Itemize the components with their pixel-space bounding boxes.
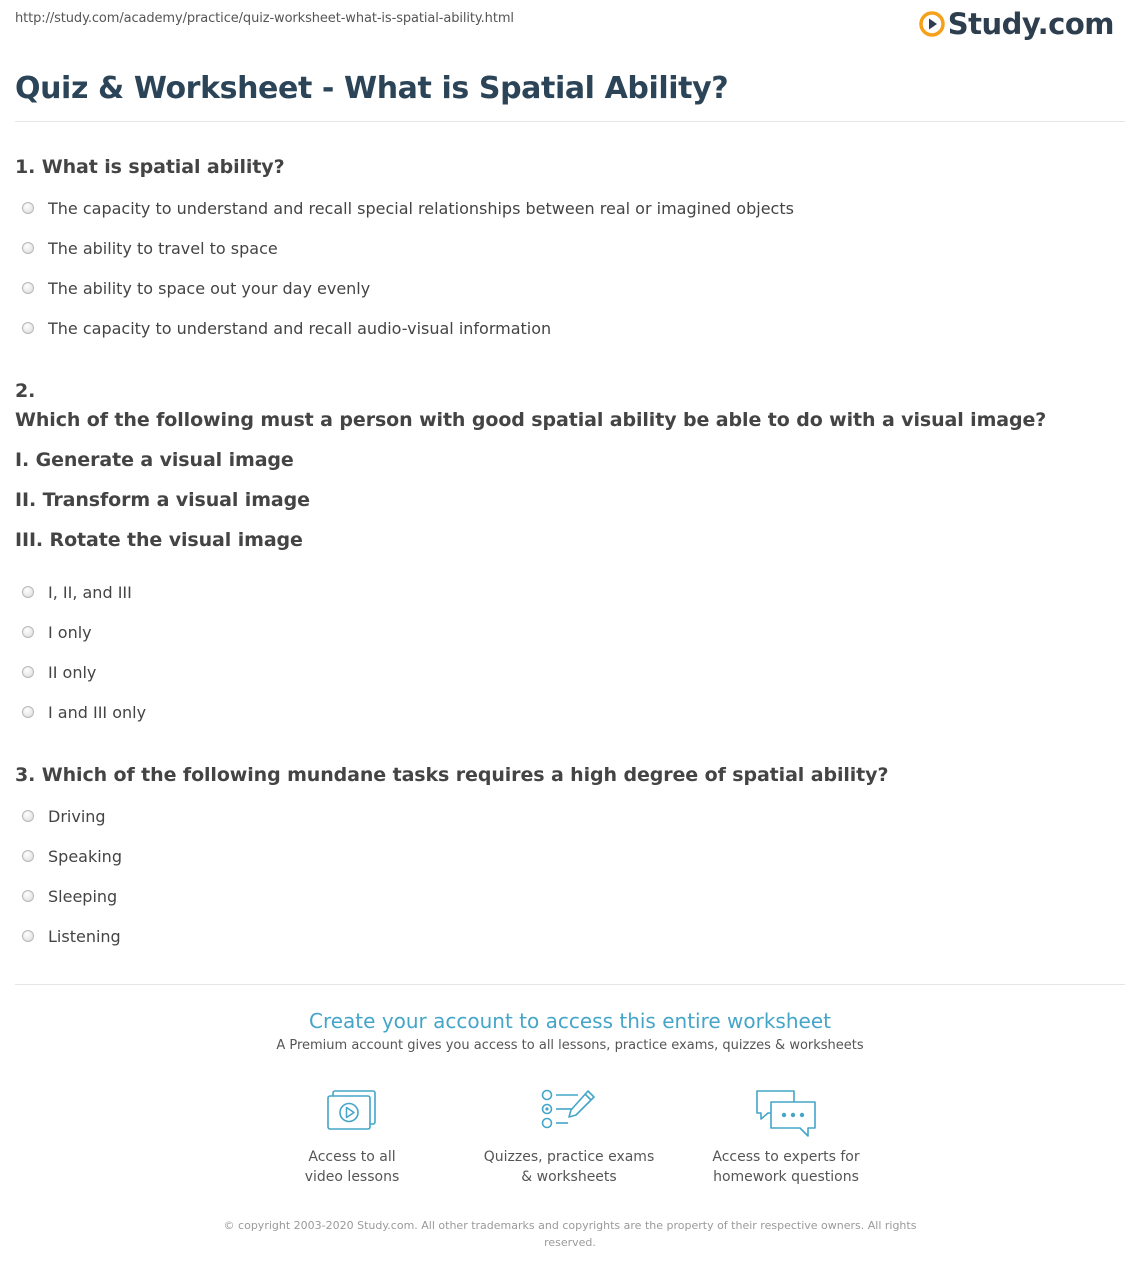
feature-line: homework questions xyxy=(713,1169,859,1185)
radio-button[interactable] xyxy=(22,242,34,254)
question-3-option-4[interactable] xyxy=(22,925,121,947)
question-1-option-4[interactable] xyxy=(22,317,551,339)
option-label: Speaking xyxy=(48,846,122,866)
radio-button[interactable] xyxy=(22,202,34,214)
study-logo[interactable] xyxy=(919,6,1114,42)
chat-bubbles-icon xyxy=(754,1088,818,1140)
option-label: The capacity to understand and recall special relationships between real or imagined objects xyxy=(48,198,794,218)
question-2-heading: Which of the following must a person with good spatial ability be able to do with a visual image? xyxy=(15,409,1047,431)
question-2-option-2[interactable] xyxy=(22,621,92,643)
option-label: The ability to travel to space xyxy=(48,238,278,258)
question-2-statement-1: I. Generate a visual image xyxy=(15,449,294,471)
radio-button[interactable] xyxy=(22,890,34,902)
video-lesson-icon xyxy=(326,1088,378,1132)
question-3-option-1[interactable] xyxy=(22,805,106,827)
question-2-statement-2: II. Transform a visual image xyxy=(15,489,310,511)
header-divider xyxy=(15,121,1125,122)
question-2-option-4[interactable] xyxy=(22,701,146,723)
feature-line: video lessons xyxy=(304,1169,400,1185)
content-divider xyxy=(15,984,1125,985)
study-logo-play-icon xyxy=(919,11,945,37)
radio-button[interactable] xyxy=(22,810,34,822)
question-1-option-1[interactable] xyxy=(22,197,794,219)
copyright-notice: © copyright 2003-2020 Study.com. All other trademarks and copyrights are the property of their respective owners. All rights reserved. xyxy=(223,1219,917,1249)
option-label: The capacity to understand and recall audio-visual information xyxy=(48,318,552,338)
radio-button[interactable] xyxy=(22,586,34,598)
feature-experts xyxy=(696,1088,876,1187)
quiz-checklist-icon xyxy=(540,1088,598,1132)
question-1-heading: 1. What is spatial ability? xyxy=(15,156,285,178)
option-label: Sleeping xyxy=(48,886,118,906)
question-2-option-3[interactable] xyxy=(22,661,96,683)
feature-line: Quizzes, practice exams xyxy=(483,1149,655,1165)
page-url: http://study.com/academy/practice/quiz-worksheet-what-is-spatial-ability.html xyxy=(15,11,514,26)
option-label: Listening xyxy=(48,926,121,946)
option-label: Driving xyxy=(48,806,106,826)
question-3-option-3[interactable] xyxy=(22,885,117,907)
question-2-number: 2. xyxy=(15,380,36,402)
question-1-option-2[interactable] xyxy=(22,237,278,259)
radio-button[interactable] xyxy=(22,666,34,678)
option-label: I only xyxy=(48,622,92,642)
feature-line: & worksheets xyxy=(521,1169,617,1185)
radio-button[interactable] xyxy=(22,930,34,942)
question-1-option-3[interactable] xyxy=(22,277,370,299)
radio-button[interactable] xyxy=(22,626,34,638)
option-label: The ability to space out your day evenly xyxy=(48,278,371,298)
option-label: II only xyxy=(48,662,97,682)
feature-line: Access to all xyxy=(308,1149,396,1165)
option-label: I and III only xyxy=(48,702,147,722)
premium-description: A Premium account gives you access to all lessons, practice exams, quizzes & worksheets xyxy=(276,1038,864,1053)
question-2-statement-3: III. Rotate the visual image xyxy=(15,529,303,551)
radio-button[interactable] xyxy=(22,850,34,862)
question-2-option-1[interactable] xyxy=(22,581,132,603)
radio-button[interactable] xyxy=(22,322,34,334)
radio-button[interactable] xyxy=(22,706,34,718)
feature-quizzes xyxy=(479,1088,659,1187)
page-title: Quiz & Worksheet - What is Spatial Ability? xyxy=(15,71,729,106)
radio-button[interactable] xyxy=(22,282,34,294)
feature-line: Access to experts for xyxy=(712,1149,860,1165)
feature-video-lessons xyxy=(262,1088,442,1187)
create-account-link[interactable]: Create your account to access this entire worksheet xyxy=(309,1009,831,1033)
question-3-heading: 3. Which of the following mundane tasks requires a high degree of spatial ability? xyxy=(15,764,889,786)
option-label: I, II, and III xyxy=(48,582,132,602)
logo-text: Study.com xyxy=(947,7,1114,41)
question-3-option-2[interactable] xyxy=(22,845,122,867)
